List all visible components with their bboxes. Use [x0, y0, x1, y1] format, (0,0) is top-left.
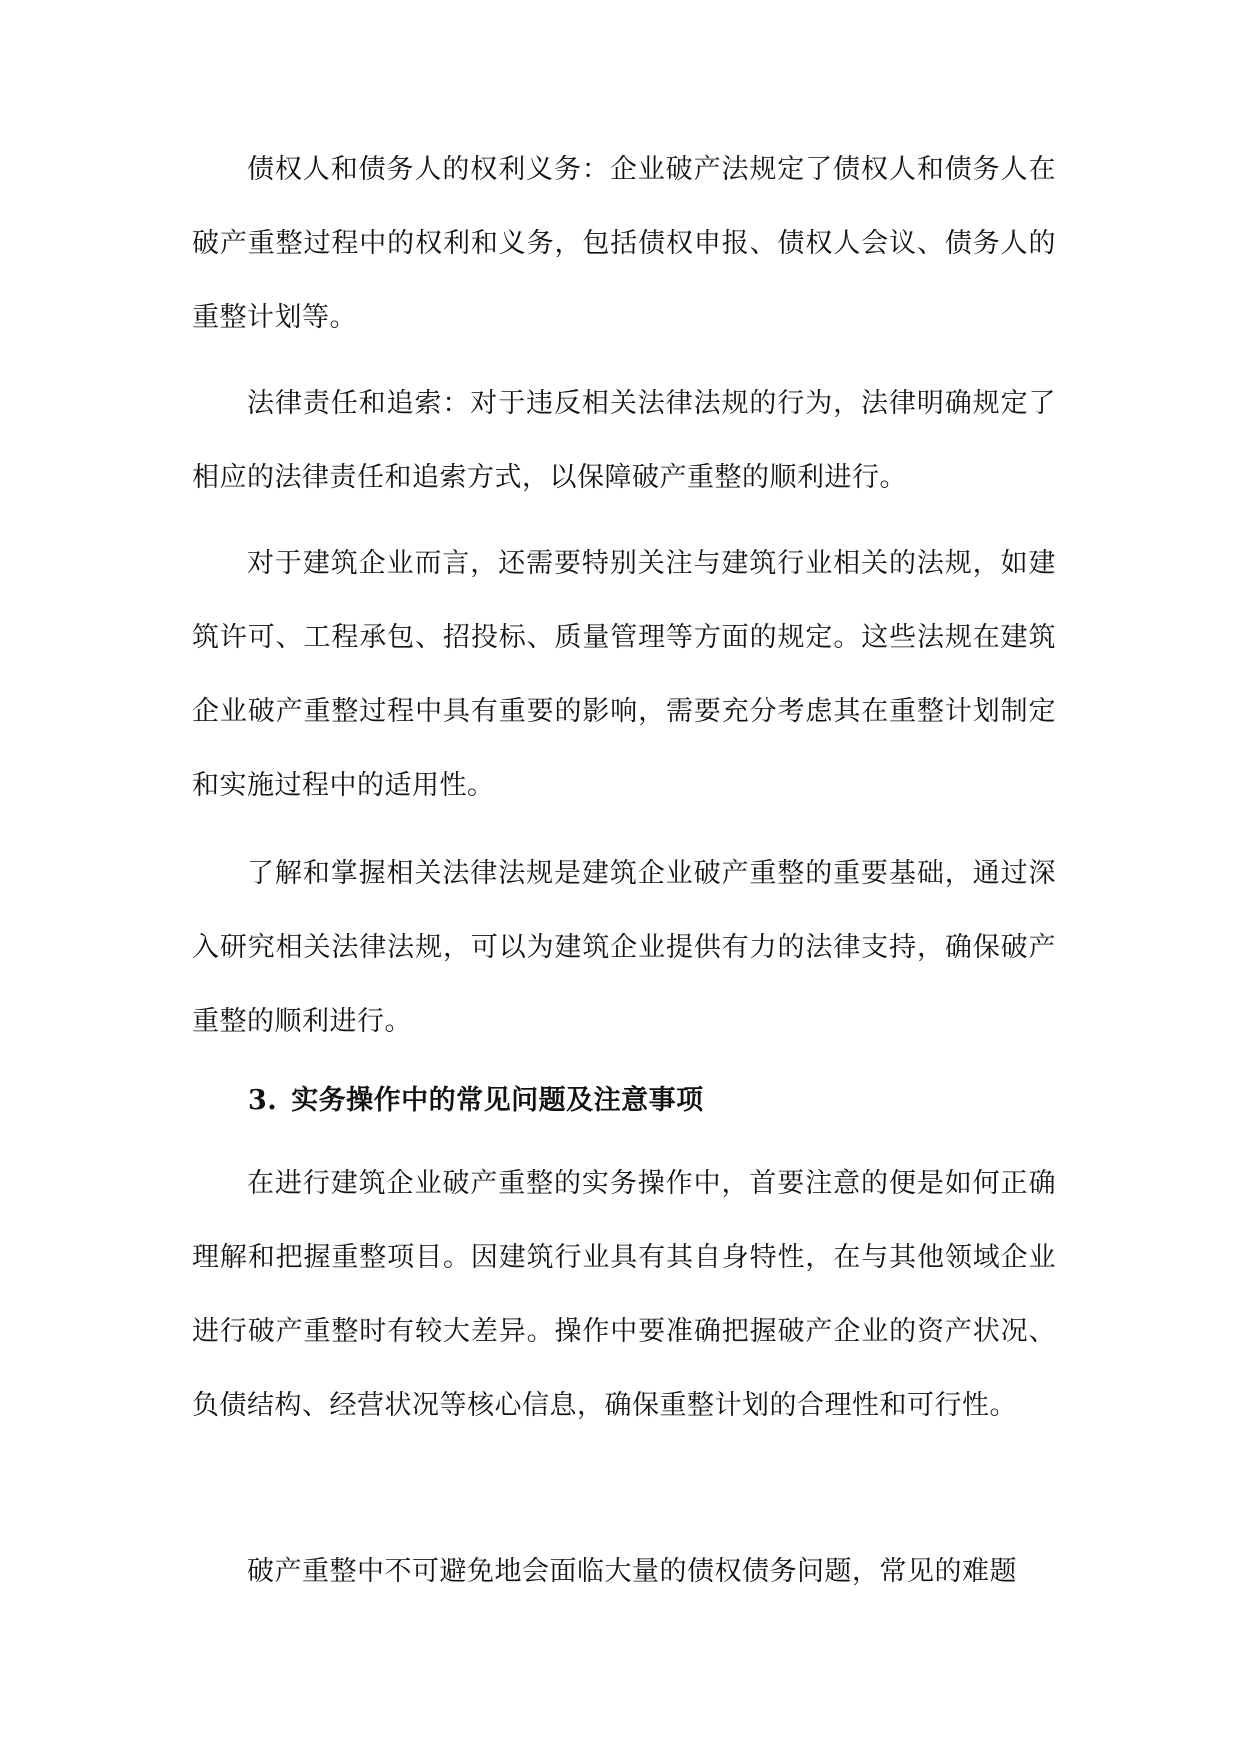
- paragraph-creditor-debtor-rights: 债权人和债务人的权利义务：企业破产法规定了债权人和债务人在破产重整过程中的权利和义务，包括债权申报、债权人会议、债务人的重整计划等。: [192, 154, 1056, 333]
- paragraph-legal-foundation: 了解和掌握相关法律法规是建筑企业破产重整的重要基础，通过深入研究相关法律法规，可以为建筑企业提供有力的法律支持，确保破产重整的顺利进行。: [192, 858, 1056, 1037]
- paragraph-legal-liability: 法律责任和追索：对于违反相关法律法规的行为，法律明确规定了相应的法律责任和追索方式，以保障破产重整的顺利进行。: [192, 388, 1056, 493]
- paragraph-construction-regulations: 对于建筑企业而言，还需要特别关注与建筑行业相关的法规，如建筑许可、工程承包、招投标、质量管理等方面的规定。这些法规在建筑企业破产重整过程中具有重要的影响，需要充分考虑其在重整计划制定和实施过程中的适用性。: [192, 548, 1056, 801]
- paragraph-practical-operation: 在进行建筑企业破产重整的实务操作中，首要注意的便是如何正确理解和把握重整项目。因建筑行业具有其自身特性，在与其他领域企业进行破产重整时有较大差异。操作中要准确把握破产企业的资产状况、负债结构、经营状况等核心信息，确保重整计划的合理性和可行性。: [192, 1168, 1056, 1421]
- section-heading: [248, 1064, 704, 1138]
- section-number: 3.: [248, 1085, 278, 1116]
- section-title: 实务操作中的常见问题及注意事项: [291, 1085, 704, 1116]
- paragraph-debt-issues: 破产重整中不可避免地会面临大量的债权债务问题，常见的难题: [247, 1556, 1017, 1587]
